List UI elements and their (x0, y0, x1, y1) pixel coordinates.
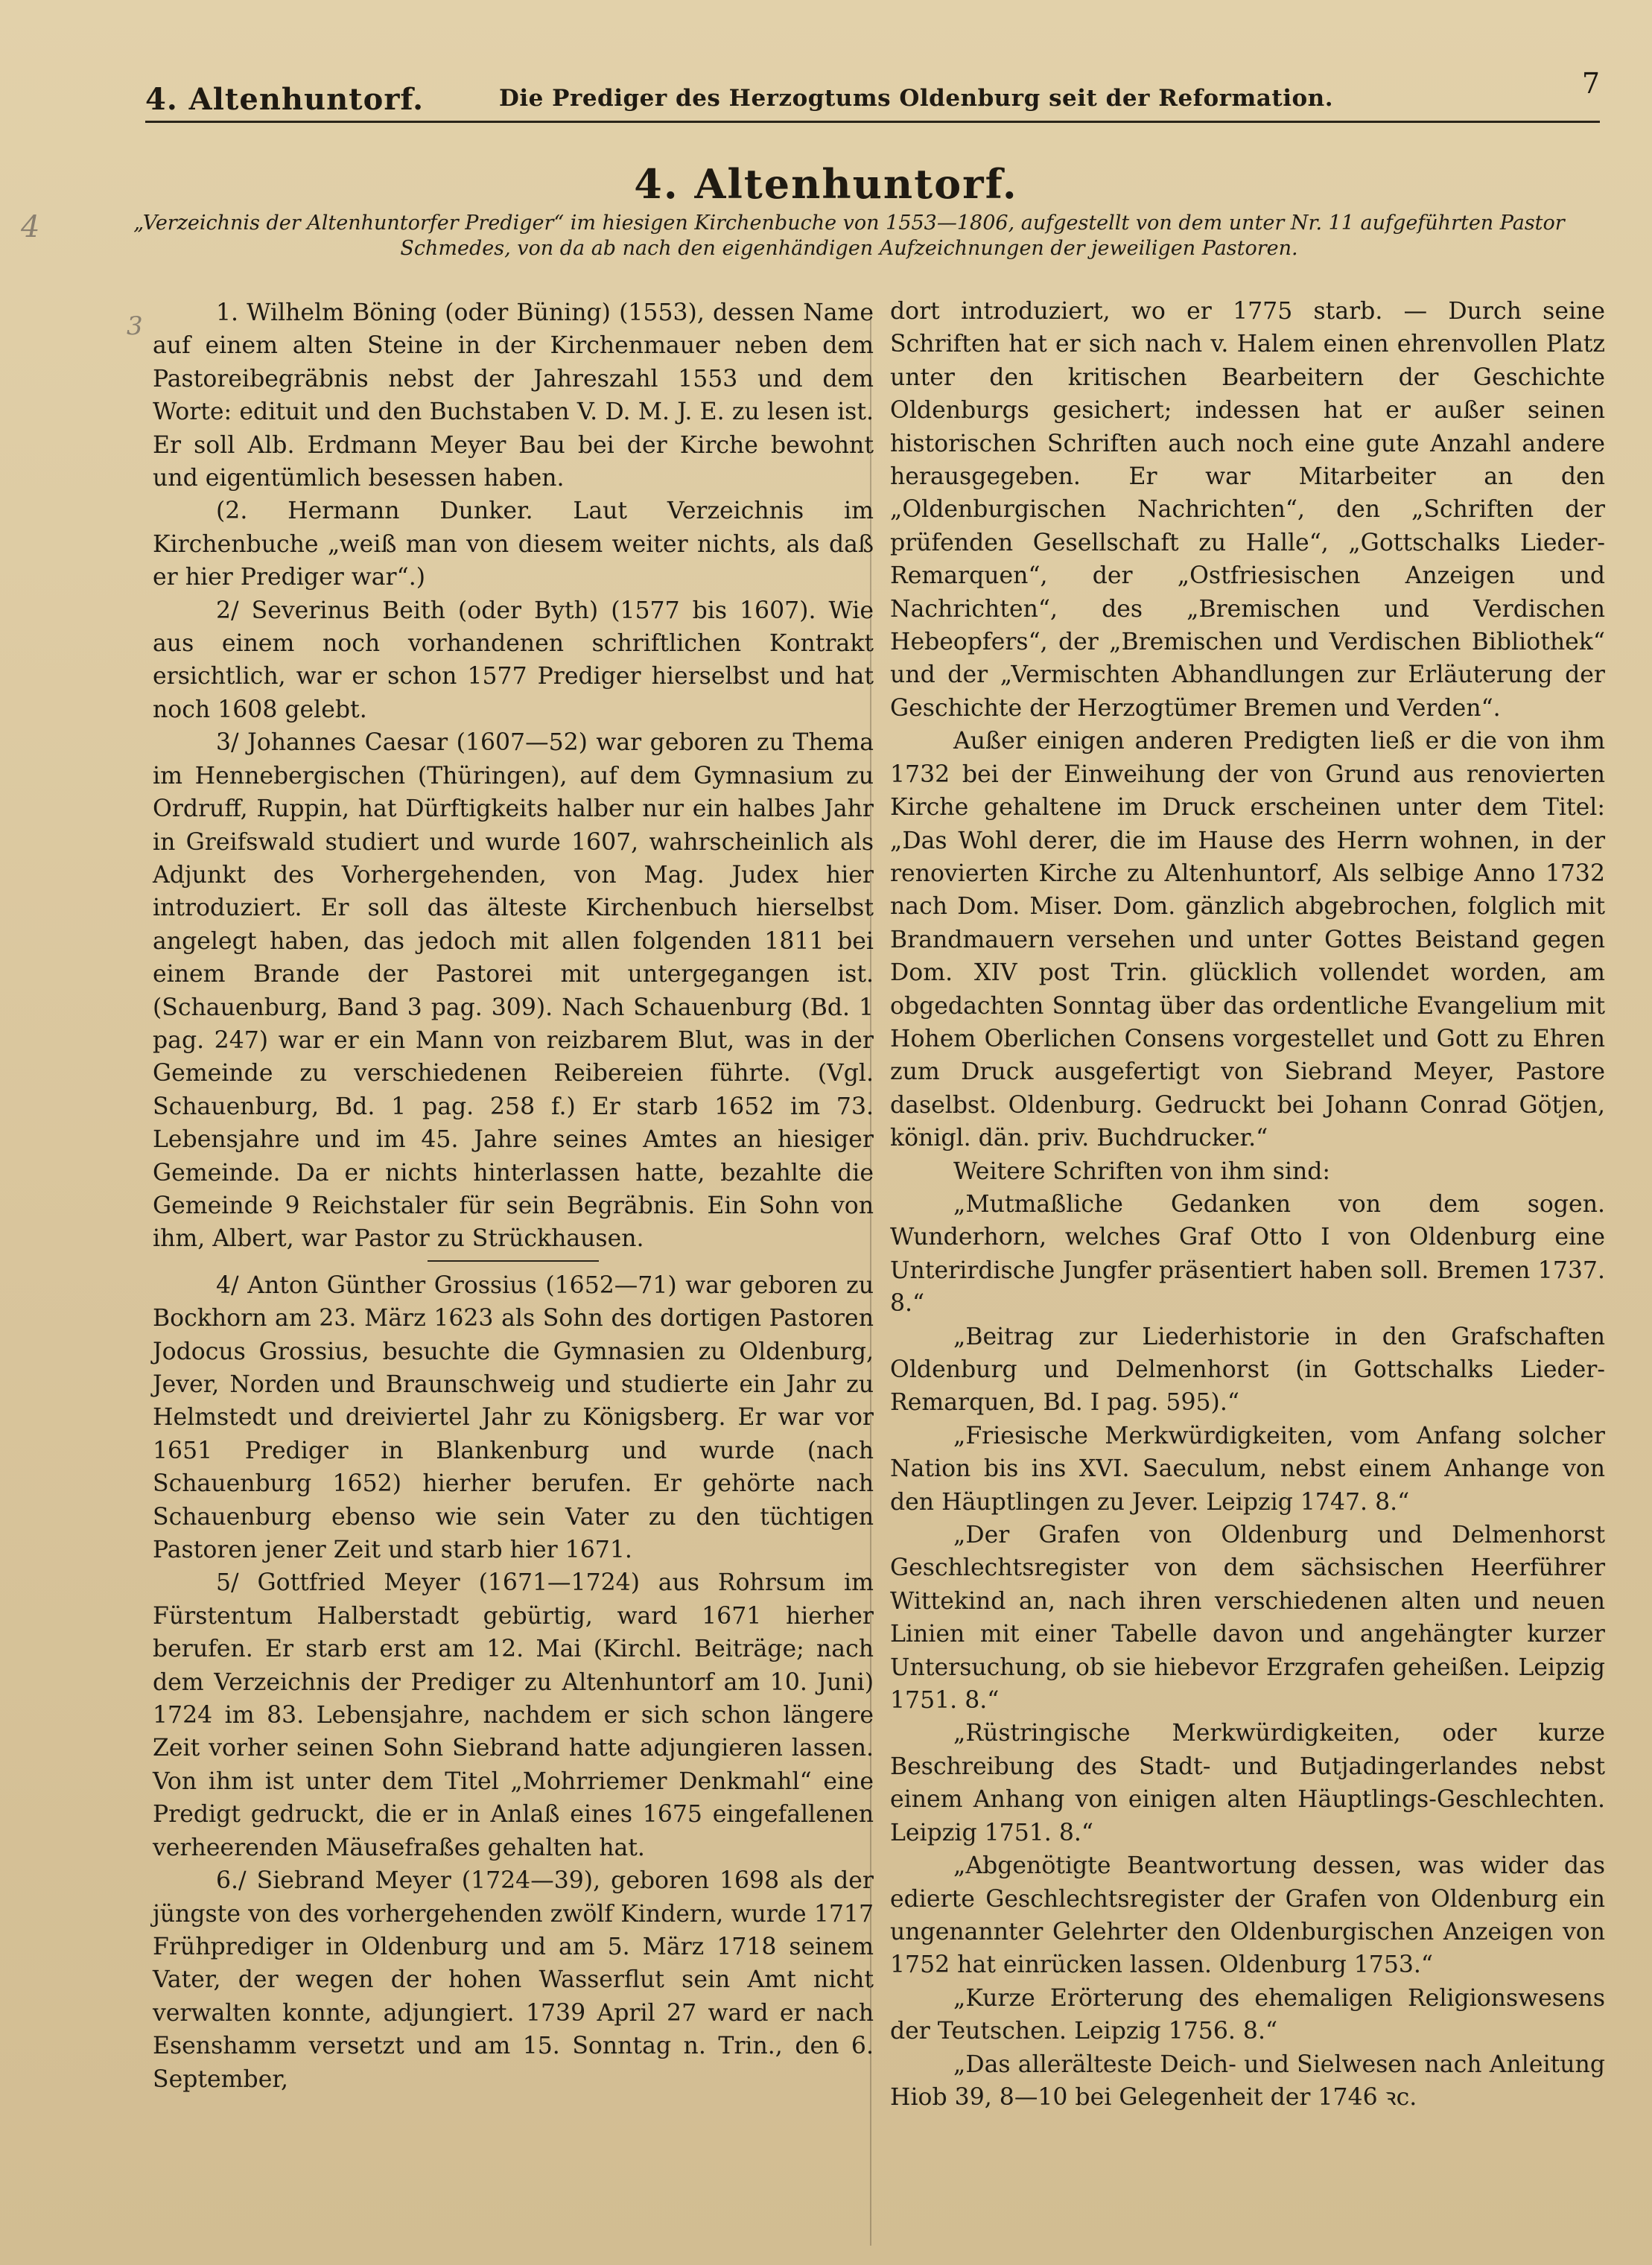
entry-5: 5/ Gottfried Meyer (1671—1724) aus Rohrsum im Fürstentum Halberstadt gebürtig, ward 1671 hierher berufen. Er starb erst am 12. Mai (Kirchl. Beiträge; nach dem Verzeichnis der Prediger zu Altenhuntorf am 10. Juni) 1724 im 83. Lebensjahre, nachdem er sich schon längere Zeit vorher seinen Sohn Siebrand hatte adjungieren lassen. Von ihm ist unter dem Titel „Mohrriemer Denkmahl“ eine Predigt gedruckt, die er in Anlaß eines 1675 eingefallenen verheerenden Mäusefraßes gehalten hat. (153, 1569, 874, 1861)
work-item: „Friesische Merkwürdigkeiten, vom Anfang solcher Nation bis ins XVI. Saeculum, nebst einem Anhange von den Häuptlingen zu Jever. Leipzig 1747. 8.“ (890, 1422, 1605, 1516)
entry-3: 3/ Johannes Caesar (1607—52) war geboren zu Thema im Hennebergischen (Thüringen), auf dem Gymnasium zu Ordruff, Ruppin, hat Dürftigkeits halber nur ein halbes Jahr in Greifswald studiert und wurde 1607, wahrscheinlich als Adjunkt des Vorhergehenden, von Mag. Judex hier introduziert. Er soll das älteste Kirchenbuch hierselbst angelegt haben, das jedoch mit allen folgenden 1811 bei einem Brande der Pastorei mit untergegangen ist. (Schauenburg, Band 3 pag. 309). Nach Schauenburg (Bd. 1 pag. 247) war er ein Mann von reizbarem Blut, was in der Gemeinde zu verschiedenen Reibereien führte. (Vgl. Schauenburg, Bd. 1 pag. 258 f.) Er starb 1652 im 73. Lebensjahre und im 45. Jahre seines Amtes an hiesiger Gemeinde. Da er nichts hinterlassen hatte, bezahlte die Gemeinde 9 Reichstaler für sein Begräbnis. Ein Sohn von ihm, Albert, war Pastor zu Strückhausen. (153, 729, 874, 1253)
paragraph-schriften-intro: Weitere Schriften von ihm sind: (953, 1157, 1331, 1185)
running-head-section: 4. Altenhuntorf. (145, 82, 425, 117)
entry-1: 1. Wilhelm Böning (oder Büning) (1553), dessen Name auf einem alten Steine in der Kirchenmauer neben dem Pastoreibegräbnis nebst der Jahreszahl 1553 und dem Worte: edituit und den Buchstaben V. D. M. J. E. zu lesen ist. Er soll Alb. Erdmann Meyer Bau bei der Kirche bewohnt und eigentümlich besessen haben. (153, 299, 874, 492)
running-head-title: Die Prediger des Herzogtums Oldenburg seit der Reformation. (499, 85, 1334, 112)
entry-2-note: (2. Hermann Dunker. Laut Verzeichnis im Kirchenbuche „weiß man von diesem weiter nichts, als daß er hier Prediger war“.) (153, 498, 874, 591)
margin-mark-2: 3 (127, 311, 143, 341)
margin-mark-1: 4 (21, 210, 40, 244)
entry-4: 4/ Anton Günther Grossius (1652—71) war geboren zu Bockhorn am 23. März 1623 als Sohn des dortigen Pastoren Jodocus Grossius, besuchte die Gymnasien zu Oldenburg, Jever, Norden und Braunschweig und studierte ein Jahr zu Helmstedt und dreiviertel Jahr zu Königsberg. Er war vor 1651 Prediger in Blankenburg und wurde (nach Schauenburg 1652) hierher berufen. Er gehörte nach Schauenburg ebenso wie sein Vater zu den tüchtigen Pastoren jener Zeit und starb hier 1671. (153, 1271, 874, 1564)
entry-6: 6./ Siebrand Meyer (1724—39), geboren 1698 als der jüngste von des vorhergehenden zwölf Kindern, wurde 1717 Frühprediger in Oldenburg und am 5. März 1718 seinem Vater, der wegen der hohen Wasserflut sein Amt nicht verwalten konnte, adjungiert. 1739 April 27 ward er nach Esenshamm versetzt und am 15. Sonntag n. Trin., den 6. September, (153, 1867, 874, 2093)
left-column (153, 296, 874, 2096)
entry-6-continued: dort introduziert, wo er 1775 starb. — Durch seine Schriften hat er sich nach v. Halem einen ehrenvollen Platz unter den kritischen Bearbeitern der Geschichte Oldenburgs gesichert; indessen hat er außer seinen historischen Schriften auch noch eine gute Anzahl andere herausgegeben. Er war Mitarbeiter an den „Oldenburgischen Nachrichten“, den „Schriften der prüfenden Gesellschaft zu Halle“, „Gottschalks Lieder-Remarquen“, der „Ostfriesischen Anzeigen und Nachrichten“, des „Bremischen und Verdischen Hebeopfers“, der „Bremischen und Verdischen Bibliothek“ und der „Vermischten Abhandlungen zur Erläuterung der Geschichte der Herzogtümer Bremen und Verden“. (890, 298, 1605, 722)
entry-separator (428, 1260, 599, 1262)
page-number: 7 (1581, 67, 1600, 100)
work-item: „Kurze Erörterung des ehemaligen Religionswesens der Teutschen. Leipzig 1756. 8.“ (890, 1984, 1605, 2045)
work-item: „Mutmaßliche Gedanken von dem sogen. Wunderhorn, welches Graf Otto I von Oldenburg eine Unterirdische Jungfer präsentiert haben soll. Bremen 1737. 8.“ (890, 1190, 1605, 1318)
work-item: „Abgenötigte Beantwortung dessen, was wider das edierte Geschlechtsregister der Grafen von Oldenburg ein ungenannter Gelehrter den Oldenburgischen Anzeigen von 1752 hat einrücken lassen. Oldenburg 1753.“ (890, 1852, 1605, 1979)
paragraph-predigten: Außer einigen anderen Predigten ließ er die von ihm 1732 bei der Einweihung der von Grund aus renovierten Kirche gehaltene im Druck erscheinen unter dem Titel: „Das Wohl derer, die im Hause des Herrn wohnen, in der renovierten Kirche zu Altenhuntorf, Als selbige Anno 1732 nach Dom. Miser. Dom. gänzlich abgebrochen, folglich mit Brandmauern versehen und unter Gottes Beistand gegen Dom. XIV post Trin. glücklich vollendet worden, am obgedachten Sonntag über das ordentliche Evangelium mit Hohem Oberlichen Consens vorgestellet und Gott zu Ehren zum Druck ausgefertigt von Siebrand Meyer, Pastore daselbst. Oldenburg. Gedruckt bei Johann Conrad Götjen, königl. dän. priv. Buchdrucker.“ (890, 728, 1605, 1152)
right-column (890, 295, 1605, 2114)
running-head (145, 69, 1600, 123)
work-item: „Der Grafen von Oldenburg und Delmenhorst Geschlechtsregister von dem sächsischen Heerführer Wittekind an, nach ihren verschiedenen alten und neuen Linien mit einer Tabelle davon und angehängter kurzer Untersuchung, ob sie hiebevor Erzgrafen geheißen. Leipzig 1751. 8.“ (890, 1522, 1605, 1715)
entry-2: 2/ Severinus Beith (oder Byth) (1577 bis 1607). Wie aus einem noch vorhandenen schriftlichen Kontrakt ersichtlich, war er schon 1577 Prediger hierselbst und hat noch 1608 gelebt. (153, 597, 874, 723)
work-item: „Beitrag zur Liederhistorie in den Grafschaften Oldenburg und Delmenhorst (in Gottschalks Lieder-Remarquen, Bd. I pag. 595).“ (890, 1323, 1605, 1417)
section-heading: 4. Altenhuntorf. (634, 160, 1018, 208)
intro-note: „Verzeichnis der Altenhuntorfer Prediger“ im hiesigen Kirchenbuche von 1553—1806, aufgestellt von dem unter Nr. 11 aufgeführten Pastor Schmedes, von da ab nach den eigenhändigen Aufzeichnungen der jeweiligen Pastoren. (133, 212, 1565, 260)
work-item: „Das allerälteste Deich- und Sielwesen nach Anleitung Hiob 39, 8—10 bei Gelegenheit der 1746 ꝛc. (890, 2050, 1605, 2111)
work-item: „Rüstringische Merkwürdigkeiten, oder kurze Beschreibung des Stadt- und Butjadingerlandes nebst einem Anhang von einigen alten Häuptlings-Geschlechten. Leipzig 1751. 8.“ (890, 1720, 1605, 1846)
